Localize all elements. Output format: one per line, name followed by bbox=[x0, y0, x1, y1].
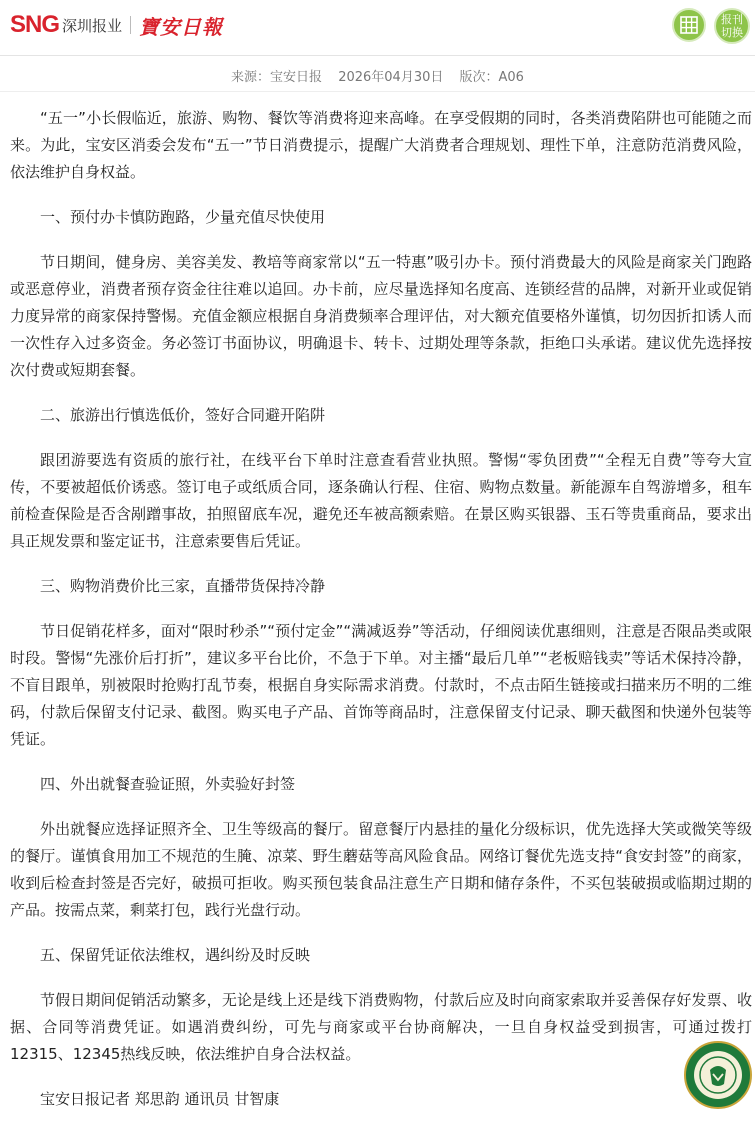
section-body: 节日促销花样多，面对“限时秒杀”“预付定金”“满减返券”等活动，仔细阅读优惠细则，注意是否限品类或限时段。警惕“先涨价后打折”，建议多平台比价，不急于下单。对主播“最后几单”“老板赔钱卖”等话术保持冷静，不盲目跟单，别被限时抢购打乱节奏，根据自身实际需求消费。付款时，不点击陌生链接或扫描来历不明的二维码，付款后保留支付记录、截图。购买电子产品、首饰等商品时，注意保留支付记录、聊天截图和快递外包装等凭证。 bbox=[10, 622, 752, 748]
section-body: 节日期间，健身房、美容美发、教培等商家常以“五一特惠”吸引办卡。预付消费最大的风险是商家关门跑路或恶意停业，消费者预存资金往往难以追回。办卡前，应尽量选择知名度高、连锁经营的品牌，对新开业或促销力度异常的商家保持警惕。充值金额应根据自身消费频率合理评估，对大额充值要格外谨慎，切勿因折扣诱人而一次性存入过多资金。务必签订书面协议，明确退卡、转卡、过期处理等条款，拒绝口头承诺。建议优先选择按次付费或短期套餐。 bbox=[10, 253, 752, 379]
article-body bbox=[10, 105, 752, 1131]
logo-sng: SNG bbox=[10, 11, 60, 38]
section-heading: 二、旅游出行慎选低价，签好合同避开陷阱 bbox=[40, 406, 326, 424]
article-intro: “五一”小长假临近，旅游、购物、餐饮等消费将迎来高峰。在享受假期的同时，各类消费陷阱也可能随之而来。为此，宝安区消委会发布“五一”节日消费提示，提醒广大消费者合理规划、理性下单，注意防范消费风险，依法维护自身权益。 bbox=[10, 109, 752, 181]
section-heading: 四、外出就餐查验证照，外卖验好封签 bbox=[40, 775, 296, 793]
logo-baoan-daily: 寶安日報 bbox=[139, 14, 224, 39]
section-body: 节假日期间促销活动繁多，无论是线上还是线下消费购物，付款后应及时向商家索取并妥善保存好发票、收据、合同等消费凭证。如遇消费纠纷，可先与商家或平台协商解决，一旦自身权益受到损害，可通过拨打12315、12345热线反映，依法维护自身合法权益。 bbox=[10, 991, 752, 1063]
paper-switch-label: 报刊切换 bbox=[721, 13, 743, 39]
section-body: 外出就餐应选择证照齐全、卫生等级高的餐厅。留意餐厅内悬挂的量化分级标识，优先选择大笑或微笑等级的餐厅。谨慎食用加工不规范的生腌、凉菜、野生蘑菇等高风险食品。网络订餐优先选支持“食安封签”的商家，收到后检查封签是否完好，破损可拒收。购买预包装食品注意生产日期和储存条件，不买包装破损或临期过期的产品。按需点菜，剩菜打包，践行光盘行动。 bbox=[10, 820, 752, 919]
grid-menu-button[interactable] bbox=[672, 8, 706, 42]
section-heading: 一、预付办卡慎防跑路，少量充值尽快使用 bbox=[40, 208, 326, 226]
article-byline: 宝安日报记者 郑思韵 通讯员 甘智康 bbox=[40, 1090, 280, 1108]
consumer-council-seal-icon bbox=[683, 1040, 753, 1110]
header-bar bbox=[0, 0, 755, 52]
meta-source: 来源：宝安日报 bbox=[231, 70, 323, 85]
header-divider bbox=[0, 55, 755, 56]
grid-menu-icon bbox=[680, 16, 698, 34]
logo-shenzhen-press: 深圳报业 bbox=[62, 16, 123, 35]
newspaper-logo[interactable] bbox=[10, 9, 223, 41]
meta-divider bbox=[0, 91, 755, 92]
paper-switch-button[interactable] bbox=[714, 8, 750, 44]
logo-divider bbox=[130, 16, 131, 34]
section-heading: 五、保留凭证依法维权，遇纠纷及时反映 bbox=[40, 946, 311, 964]
section-body: 跟团游要选有资质的旅行社，在线平台下单时注意查看营业执照。警惕“零负团费”“全程无自费”等夸大宣传，不要被超低价诱惑。签订电子或纸质合同，逐条确认行程、住宿、购物点数量。新能源车自驾游增多，租车前检查保险是否含剐蹭事故，拍照留底车况，避免还车被高额索赔。在景区购买银器、玉石等贵重商品，要求出具正规发票和鉴定证书，注意索要售后凭证。 bbox=[10, 451, 752, 550]
meta-edition: 版次：A06 bbox=[459, 70, 524, 85]
article-meta bbox=[0, 66, 755, 85]
section-heading: 三、购物消费价比三家，直播带货保持冷静 bbox=[40, 577, 326, 595]
meta-date: 2026年04月30日 bbox=[338, 70, 444, 85]
